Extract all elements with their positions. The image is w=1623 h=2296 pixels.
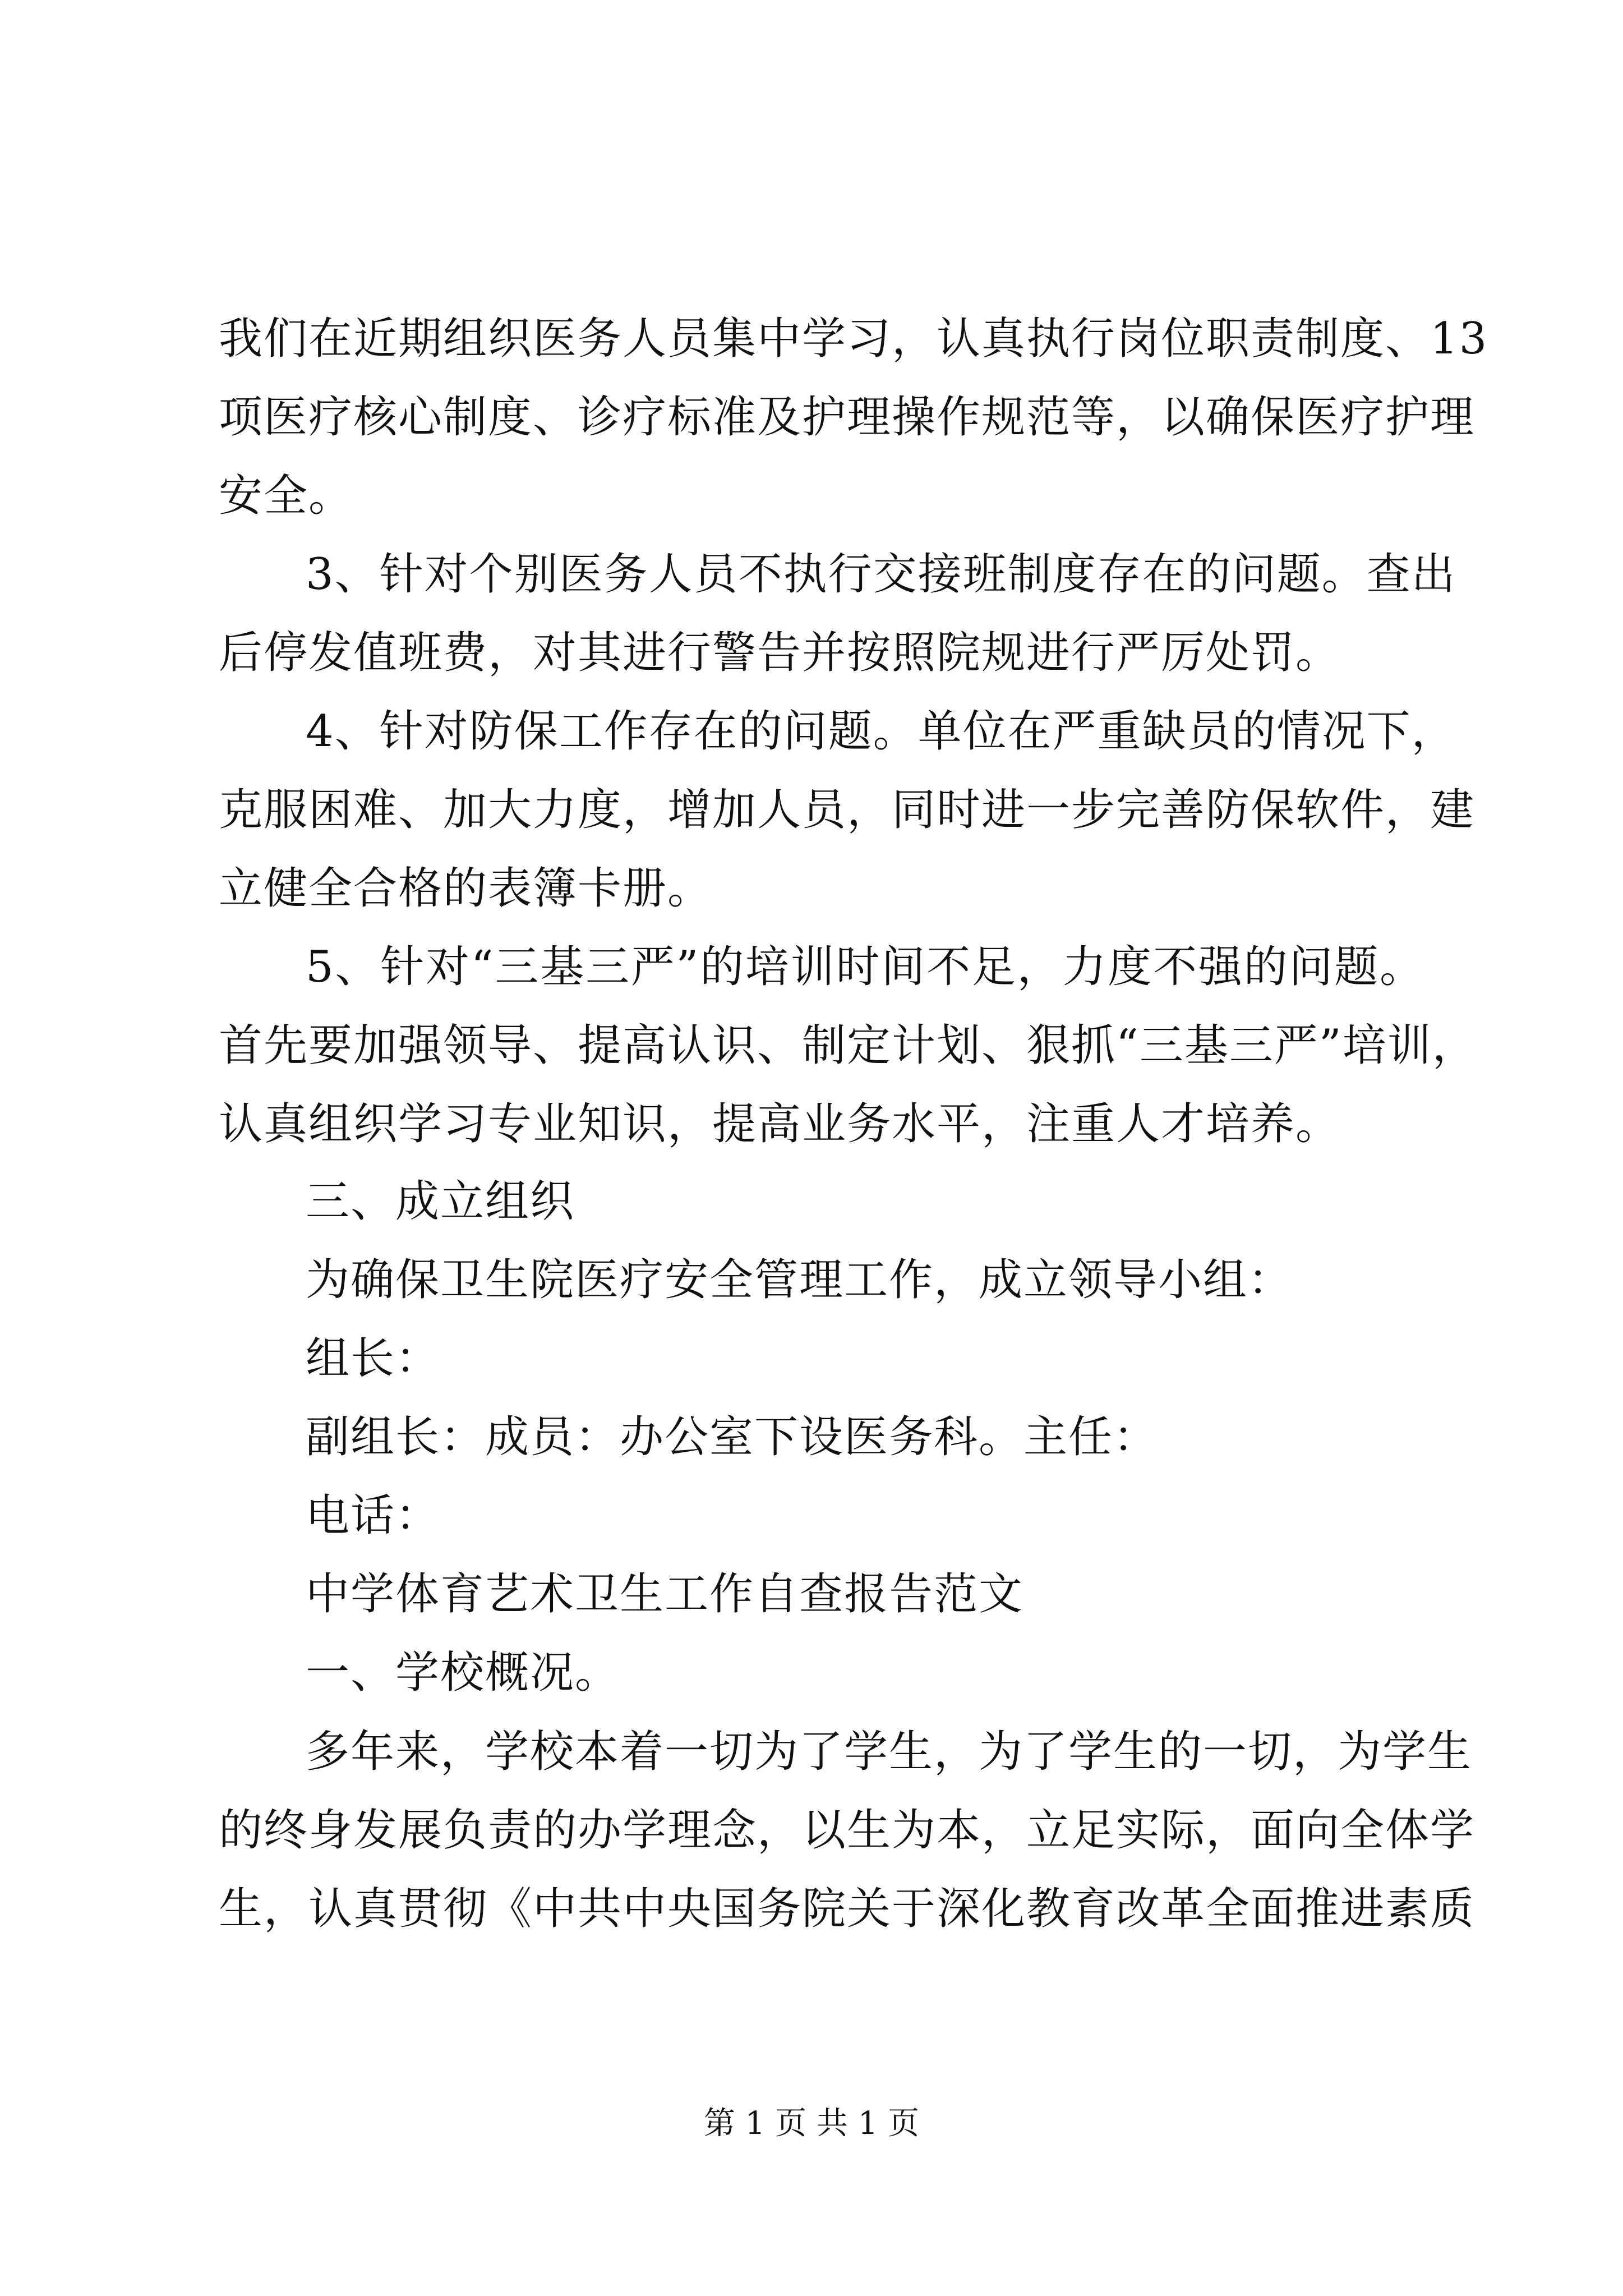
text-line-7: 克服困难、加大力度，增加人员，同时进一步完善防保软件，建	[219, 785, 1476, 835]
text-line-13: 为确保卫生院医疗安全管理工作，成立领导小组：	[306, 1255, 1293, 1305]
text-line-16: 电话：	[306, 1490, 441, 1541]
text-line-20: 的终身发展负责的办学理念，以生为本，立足实际，面向全体学	[219, 1805, 1476, 1856]
text-line-15: 副组长：成员：办公室下设医务科。主任：	[306, 1412, 1159, 1462]
text-line-4: 3、针对个别医务人员不执行交接班制度存在的问题。查出	[306, 549, 1456, 600]
text-line-1: 我们在近期组织医务人员集中学习，认真执行岗位职责制度、13	[219, 314, 1488, 364]
text-line-6: 4、针对防保工作存在的问题。单位在严重缺员的情况下，	[306, 706, 1456, 757]
section-heading-organization: 三、成立组织	[306, 1176, 575, 1227]
text-line-10: 首先要加强领导、提高认识、制定计划、狠抓“三基三严”培训，	[219, 1020, 1477, 1071]
text-line-9: 5、针对“三基三严”的培训时间不足，力度不强的问题。	[306, 942, 1424, 992]
text-line-14: 组长：	[306, 1333, 441, 1384]
text-line-21: 生，认真贯彻《中共中央国务院关于深化教育改革全面推进素质	[219, 1884, 1476, 1934]
text-line-3: 安全。	[219, 471, 354, 521]
page-number-footer: 第 1 页 共 1 页	[703, 2105, 920, 2142]
text-line-2: 项医疗核心制度、诊疗标准及护理操作规范等，以确保医疗护理	[219, 392, 1476, 443]
text-line-19: 多年来，学校本着一切为了学生，为了学生的一切，为学生	[306, 1727, 1473, 1777]
text-line-8: 立健全合格的表簿卡册。	[219, 863, 713, 914]
document-title-school-report: 中学体育艺术卫生工作自查报告范文	[306, 1569, 1024, 1619]
text-line-5: 后停发值班费，对其进行警告并按照院规进行严厉处罚。	[219, 628, 1341, 678]
text-line-11: 认真组织学习专业知识，提高业务水平，注重人才培养。	[219, 1099, 1341, 1149]
section-heading-school-overview: 一、学校概况。	[306, 1648, 620, 1698]
